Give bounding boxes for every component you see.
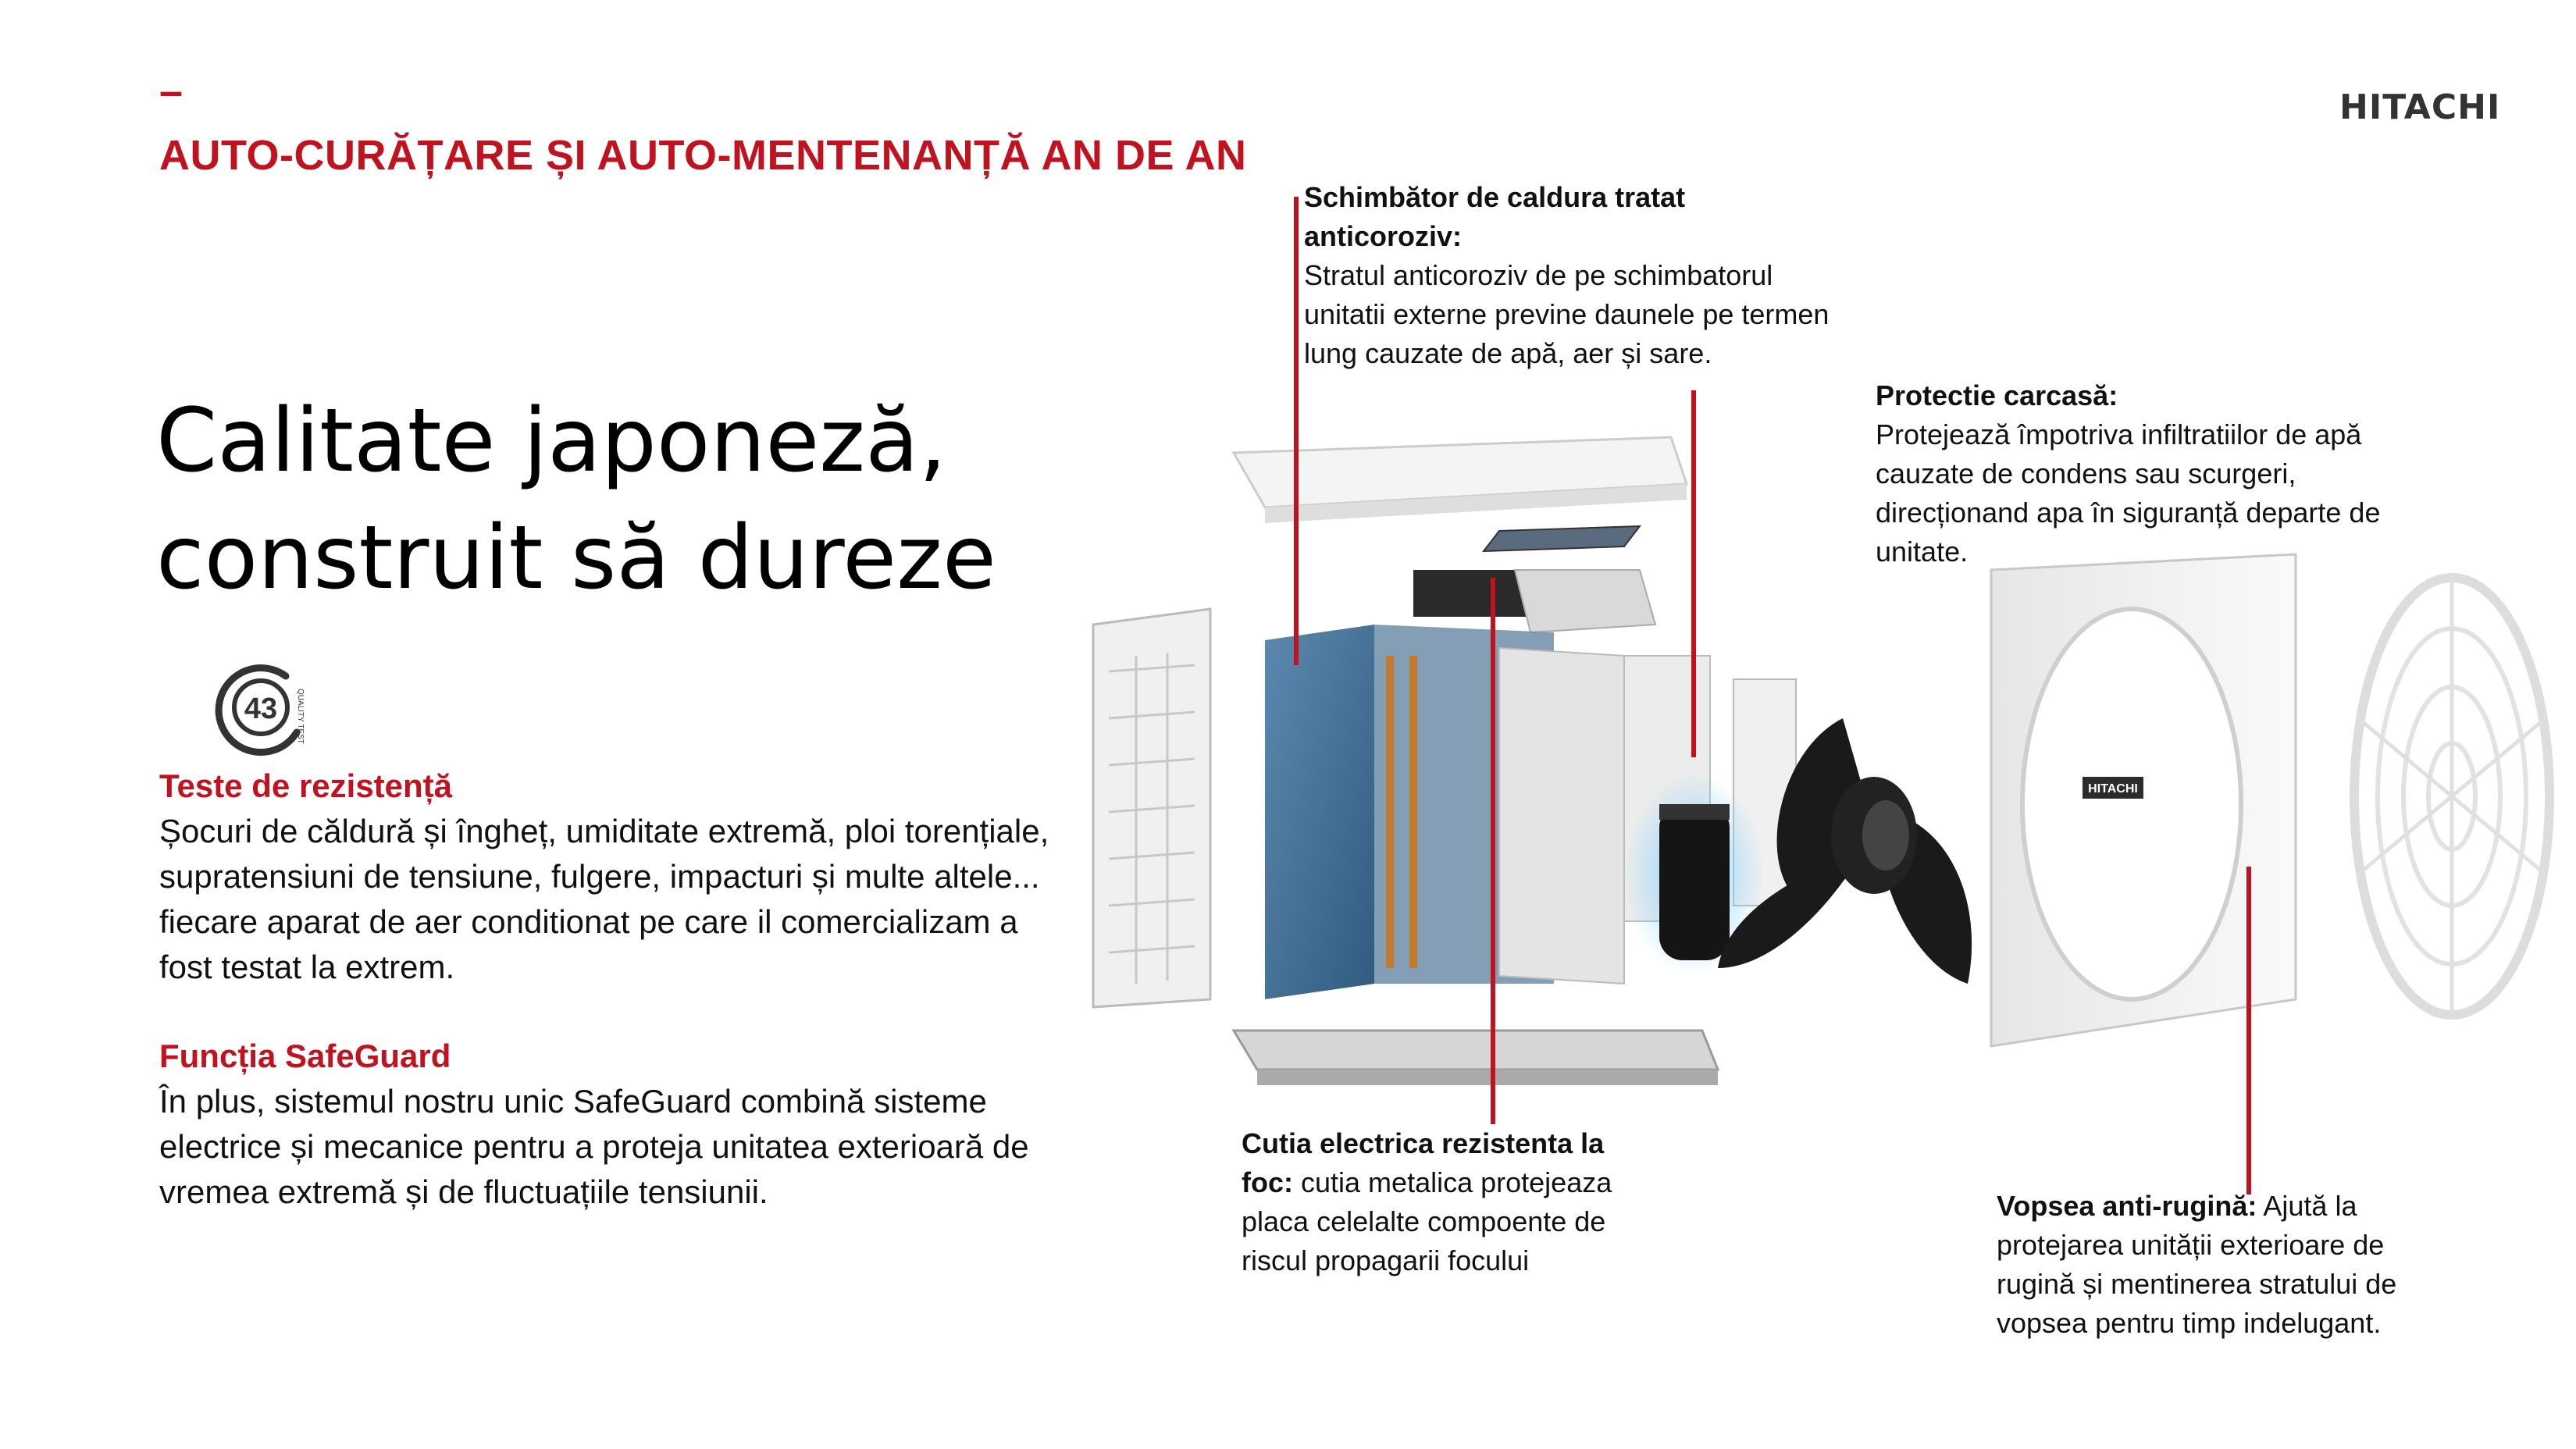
callout-body: Ajută la protejarea unității exterioare de rugină și mentinerea stratului de vopsea pentru timp indelugant. [1997, 1190, 2397, 1339]
control-board [1484, 526, 1640, 551]
leader-line-paint [2246, 867, 2251, 1194]
quality-test-badge-icon [211, 657, 320, 759]
callout-body: Protejează împotriva infiltratiilor de apă cauzate de condens sau scurgeri, direcționand apa în siguranță departe de unitate. [1876, 418, 2381, 568]
callout-casing [1876, 376, 2453, 571]
callout-heat-exchanger [1304, 178, 1843, 373]
leader-line-heat-exchanger [1294, 197, 1299, 665]
leader-line-electric-box [1491, 578, 1495, 1124]
callout-title: Vopsea anti-rugină: [1997, 1190, 2257, 1222]
callout-paint [1997, 1187, 2434, 1343]
section-body: Șocuri de căldură și îngheț, umiditate extremă, ploi torențiale, supratensiuni de tensiune, fulgere, impacturi și multe altele... fiecare aparat de aer conditionat pe care il comercializam a fost testat la extrem. [159, 813, 1049, 985]
section-body: În plus, sistemul nostru unic SafeGuard combină sisteme electrice și mecanice pentru a proteja unitatea exterioară de vremea extremă și de fluctuațiile tensiunii. [159, 1083, 1029, 1210]
section-safeguard [159, 1034, 1073, 1215]
section-heading: Teste de rezistență [159, 767, 453, 804]
callout-body: cutia metalica protejeaza placa celelalte compoente de riscul propagarii focului [1242, 1166, 1612, 1276]
headline [156, 383, 996, 617]
front-panel-brand: HITACHI [2088, 782, 2138, 796]
title-dash: – [159, 68, 183, 115]
electric-box [1413, 570, 1655, 632]
section-title: AUTO-CURĂȚARE ȘI AUTO-MENTENANȚĂ AN DE AN [159, 132, 1247, 179]
badge-number: 43 [244, 692, 278, 725]
callout-title: Protectie carcasă: [1876, 379, 2118, 411]
headline-line-2: construit să dureze [156, 507, 996, 609]
leader-line-casing [1691, 390, 1696, 757]
section-resistance-tests [159, 764, 1073, 990]
brand-logo: HITACHI [2339, 87, 2501, 127]
fan-guard [2354, 578, 2549, 1015]
callout-electric-box [1242, 1124, 1663, 1280]
section-heading: Funcția SafeGuard [159, 1038, 451, 1074]
headline-line-1: Calitate japoneză, [156, 390, 947, 492]
callout-body: Stratul anticoroziv de pe schimbatorul unitatii externe previne daunele pe termen lung cauzate de apă, aer și sare. [1304, 259, 1830, 369]
badge-text: QUALITY TEST [296, 689, 305, 744]
callout-title: Schimbător de caldura tratat anticoroziv: [1304, 181, 1686, 252]
rear-grille [1093, 609, 1210, 1007]
base-plate [1234, 1031, 1718, 1085]
callout-title: Cutia electrica rezistenta la foc: [1242, 1127, 1605, 1198]
top-cover [1234, 437, 1687, 523]
